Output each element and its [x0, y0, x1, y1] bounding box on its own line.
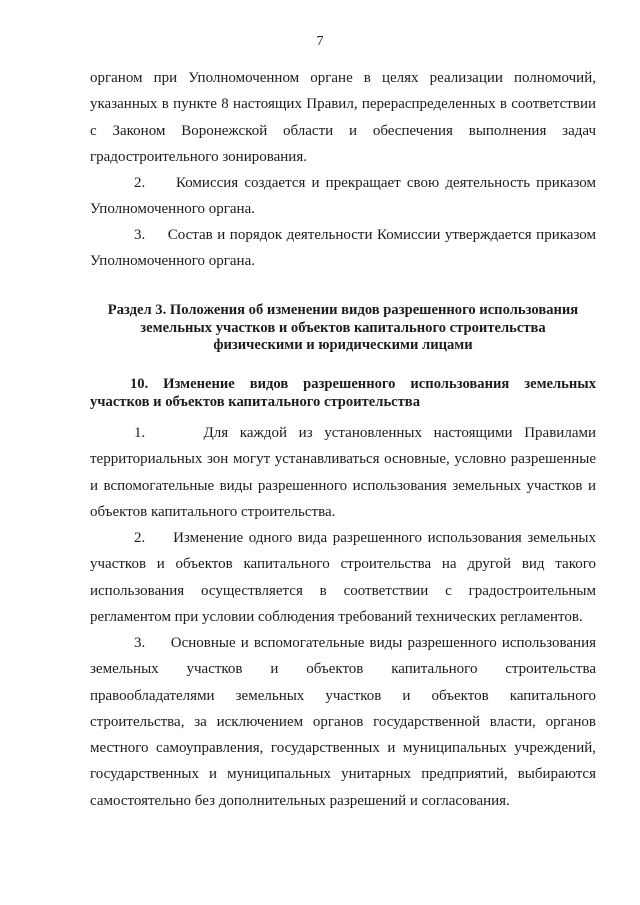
article-paragraph-2: 2. Изменение одного вида разрешенного использования земельных участков и объектов капитального строительства на другой вид такого использования осуществляется в соответствии с градостроительным регламентом при условии соблюдения требований технических регламентов. [90, 530, 596, 625]
article-paragraph-1: 1. Для каждой из установленных настоящими Правилами территориальных зон могут устанавливаться основные, условно разрешенные и вспомогательные виды разрешенного использования земельных участков и объектов капитального строительства. [90, 425, 596, 520]
article-paragraph-3: 3. Основные и вспомогательные виды разрешенного использования земельных участков и объектов капитального строительства правообладателями земельных участков и объектов капитального строительства, за исключением органов государственной власти, органов местного самоуправления, государственных и муниципальных учреждений, государственных и муниципальных унитарных предприятий, выбираются самостоятельно без дополнительных разрешений и согласования. [90, 635, 596, 809]
article-title: 10. Изменение видов разрешенного использования земельных участков и объектов капитального строительства [90, 376, 596, 410]
section-title: Раздел 3. Положения об изменении видов разрешенного использования земельных участков и объектов капитального строительства физическими и юридическими лицами [107, 302, 579, 354]
paragraph-item-3: 3. Состав и порядок деятельности Комиссии утверждается приказом Уполномоченного органа. [90, 227, 596, 270]
paragraph-item-2: 2. Комиссия создается и прекращает свою деятельность приказом Уполномоченного органа. [90, 175, 596, 218]
paragraph-continuation: органом при Уполномоченном органе в целях реализации полномочий, указанных в пункте 8 настоящих Правил, перераспределенных в соответствии с Законом Воронежской области и обеспечения выполнения задач градостроительного зонирования. [90, 70, 596, 165]
page-number: 7 [316, 34, 324, 49]
